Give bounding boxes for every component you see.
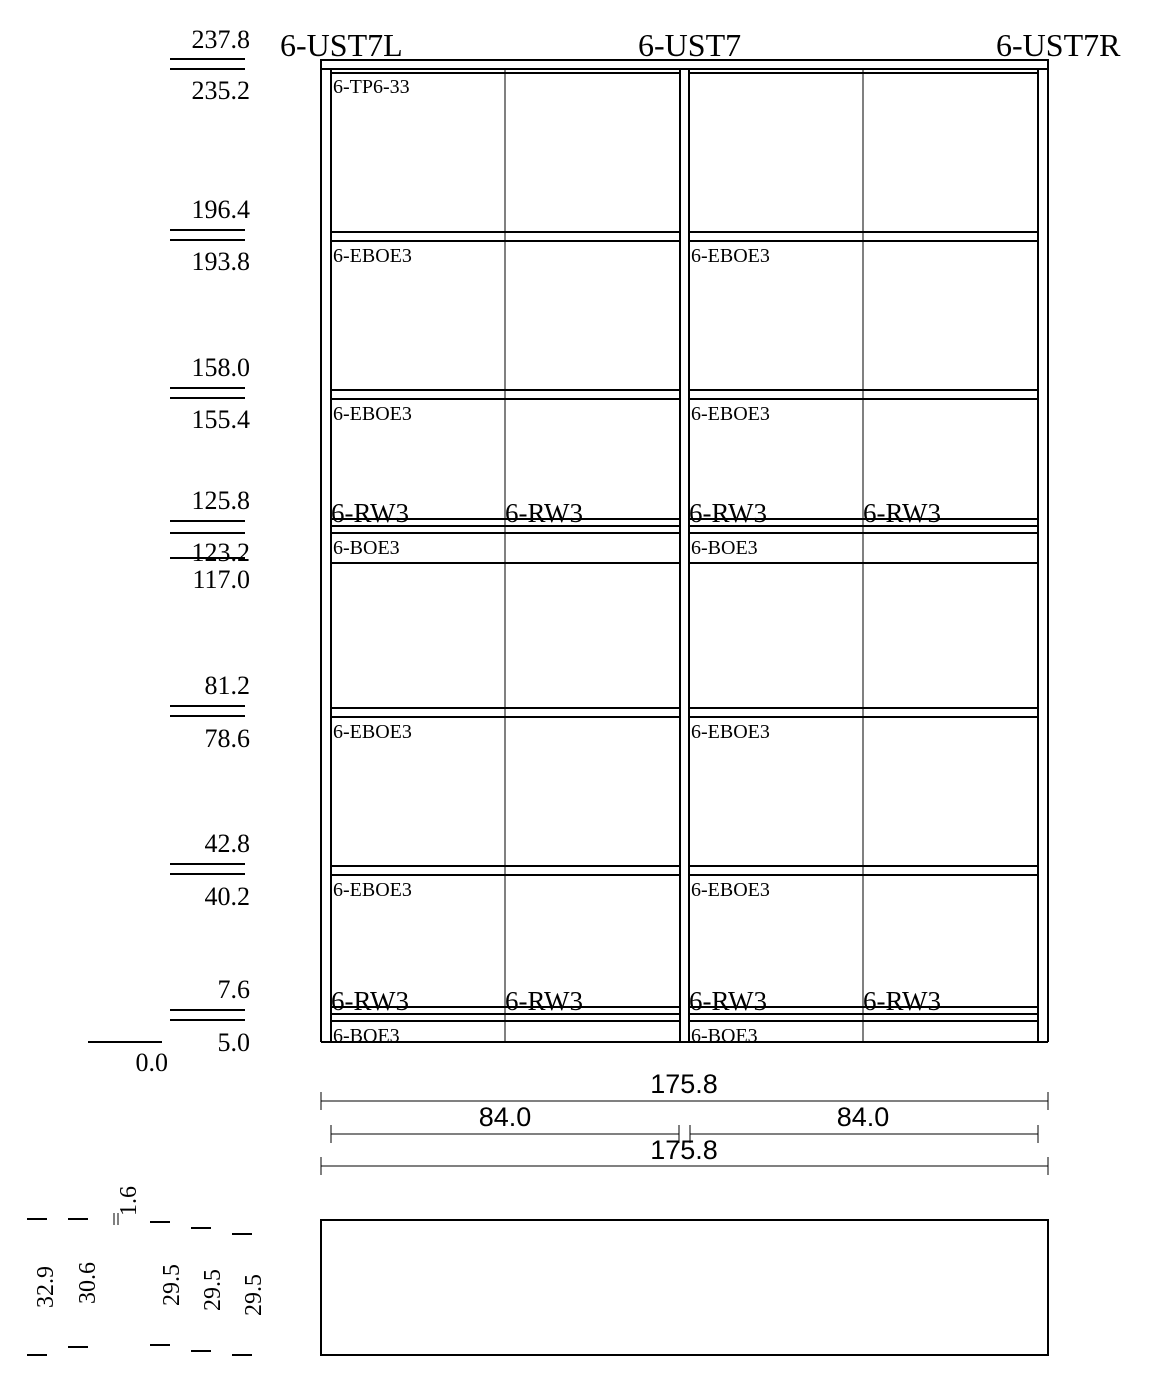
- part-label-rear-wall: 6-RW3: [505, 986, 583, 1016]
- part-label-shelf: 6-EBOE3: [691, 245, 770, 267]
- height-upper-2: 158.0: [191, 353, 250, 382]
- part-label-shelf: 6-EBOE3: [333, 721, 412, 743]
- height-upper-1: 196.4: [191, 195, 250, 224]
- part-label-shelf: 6-EBOE3: [333, 245, 412, 267]
- height-scale: [88, 25, 250, 1077]
- height-upper-5: 81.2: [204, 671, 250, 700]
- height-lower-3: 123.2: [191, 538, 250, 567]
- height-upper-7: 7.6: [217, 975, 250, 1004]
- depth-value-3: 29.5: [159, 1264, 185, 1306]
- plan-view-outline: [321, 1220, 1048, 1355]
- part-label-top-panel: 6-TP6-33: [333, 76, 410, 98]
- shelf-lines: [331, 232, 1038, 1021]
- height-lower-5: 78.6: [204, 724, 250, 753]
- dim-bay-right: 84.0: [836, 1102, 890, 1132]
- part-label-base-shelf: 6-BOE3: [691, 1025, 758, 1047]
- height-lower-7: 5.0: [217, 1028, 250, 1057]
- width-dimensions: [321, 1069, 1048, 1175]
- height-upper-3: 125.8: [191, 486, 250, 515]
- column-label-middle: 6-UST7: [638, 27, 742, 63]
- part-label-rear-wall: 6-RW3: [863, 986, 941, 1016]
- cabinet-front: [321, 60, 1048, 1047]
- depth-value-1: 30.6: [75, 1262, 101, 1304]
- depth-value-2: 1.6: [116, 1186, 142, 1216]
- part-label-base-shelf: 6-BOE3: [333, 1025, 400, 1047]
- height-lower-2: 155.4: [191, 405, 250, 434]
- depth-value-4: 29.5: [200, 1269, 226, 1311]
- part-label-base-shelf: 6-BOE3: [333, 537, 400, 559]
- column-label-left: 6-UST7L: [280, 27, 403, 63]
- part-label-rear-wall: 6-RW3: [689, 986, 767, 1016]
- part-label-shelf: 6-EBOE3: [691, 721, 770, 743]
- part-label-rear-wall: 6-RW3: [331, 498, 409, 528]
- height-lower-0: 235.2: [191, 76, 250, 105]
- column-label-right: 6-UST7R: [996, 27, 1121, 63]
- dim-bay-left: 84.0: [478, 1102, 532, 1132]
- part-label-rear-wall: 6-RW3: [505, 498, 583, 528]
- floor-level: 0.0: [135, 1048, 168, 1077]
- part-label-base-shelf: 6-BOE3: [691, 537, 758, 559]
- part-label-shelf: 6-EBOE3: [333, 879, 412, 901]
- depth-markers: [27, 1186, 267, 1355]
- part-label-shelf: 6-EBOE3: [691, 879, 770, 901]
- depth-value-5: 29.5: [241, 1274, 267, 1316]
- part-label-shelf: 6-EBOE3: [333, 403, 412, 425]
- height-lower-6: 40.2: [204, 882, 250, 911]
- height-lower-1: 193.8: [191, 247, 250, 276]
- height-lower-4: 117.0: [192, 565, 250, 594]
- part-label-shelf: 6-EBOE3: [691, 403, 770, 425]
- dim-overall-bottom: 175.8: [650, 1135, 718, 1165]
- height-upper-0: 237.8: [191, 25, 250, 54]
- part-label-rear-wall: 6-RW3: [331, 986, 409, 1016]
- part-label-rear-wall: 6-RW3: [689, 498, 767, 528]
- dim-overall-top: 175.8: [650, 1069, 718, 1099]
- part-label-rear-wall: 6-RW3: [863, 498, 941, 528]
- depth-value-0: 32.9: [33, 1266, 59, 1308]
- height-upper-6: 42.8: [204, 829, 250, 858]
